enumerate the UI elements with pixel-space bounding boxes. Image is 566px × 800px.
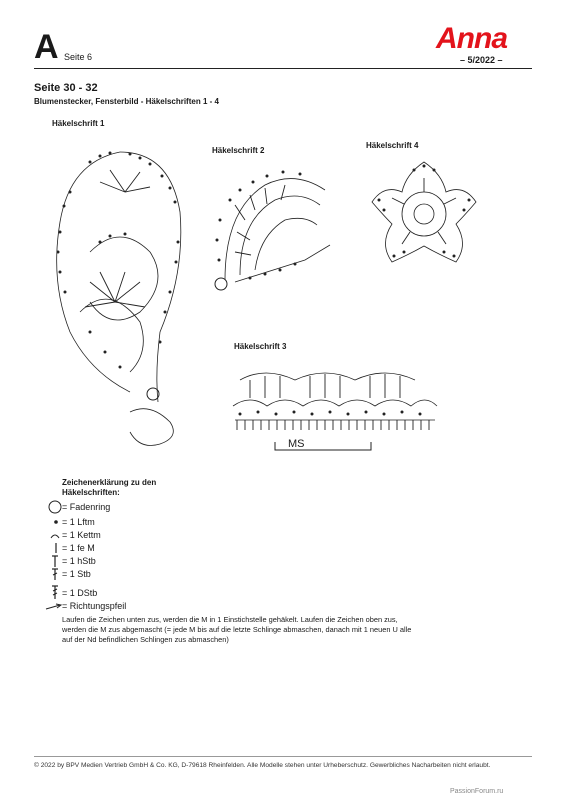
legend-list [44, 500, 244, 615]
fadenring-icon [48, 500, 62, 514]
page-range-title: Seite 30 - 32 [34, 82, 98, 94]
stb-icon [50, 567, 60, 581]
chart-3-ms-marker: MS [288, 438, 305, 450]
chart-2-diagram [205, 160, 340, 295]
issue-number: – 5/2022 – [460, 55, 503, 65]
dstb-icon [50, 584, 60, 600]
legend-note: Laufen die Zeichen unten zus, werden die M in 1 Einstichstelle gehäkelt. Laufen die Zeichen oben zus, werden die M zus abgemascht (= jede M bis auf die letzte Schlinge abmaschen, danach mit 1 neuen U alle auf der Nd befindlichen Schlingen zus abmaschen) [62, 615, 412, 644]
chart-1-diagram [30, 132, 200, 452]
fe-m-icon [52, 542, 60, 554]
footer-divider [34, 756, 532, 757]
chart-1-label: Häkelschrift 1 [52, 119, 105, 128]
section-letter: A [34, 28, 59, 66]
legend-kettm-label: = 1 Kettm [62, 530, 101, 540]
hstb-icon [50, 554, 60, 568]
legend-hstb-label: = 1 hStb [62, 556, 96, 566]
brand-logo: Anna [436, 22, 507, 55]
chart-3-diagram [225, 358, 445, 458]
page-subtitle: Blumenstecker, Fensterbild - Häkelschriften 1 - 4 [34, 97, 219, 106]
richtungspfeil-icon [44, 603, 64, 611]
legend-fe-m-label: = 1 fe M [62, 543, 95, 553]
page-label: Seite 6 [64, 52, 93, 62]
chart-4-diagram [364, 154, 484, 274]
legend-stb-label: = 1 Stb [62, 569, 91, 579]
legend-dstb-label: = 1 DStb [62, 588, 98, 598]
watermark: PassionForum.ru [450, 788, 504, 795]
legend-title: Zeichenerklärung zu den Häkelschriften: [62, 478, 157, 497]
legend-lftm-label: = 1 Lftm [62, 517, 95, 527]
chart-4-label: Häkelschrift 4 [366, 141, 419, 150]
header-divider [34, 68, 532, 69]
legend-fadenring-label: = Fadenring [62, 502, 111, 512]
copyright-footer: © 2022 by BPV Medien Vertrieb GmbH & Co. KG, D-79618 Rheinfelden. Alle Modelle stehen unter Urheberschutz. Gewerbliches Nacharbeiten nicht erlaubt. [34, 762, 491, 769]
chart-2-label: Häkelschrift 2 [212, 146, 265, 155]
kettm-icon [50, 532, 60, 540]
chart-3-label: Häkelschrift 3 [234, 342, 287, 351]
legend-richtungspfeil-label: = Richtungspfeil [62, 601, 127, 611]
lftm-icon [52, 518, 60, 526]
